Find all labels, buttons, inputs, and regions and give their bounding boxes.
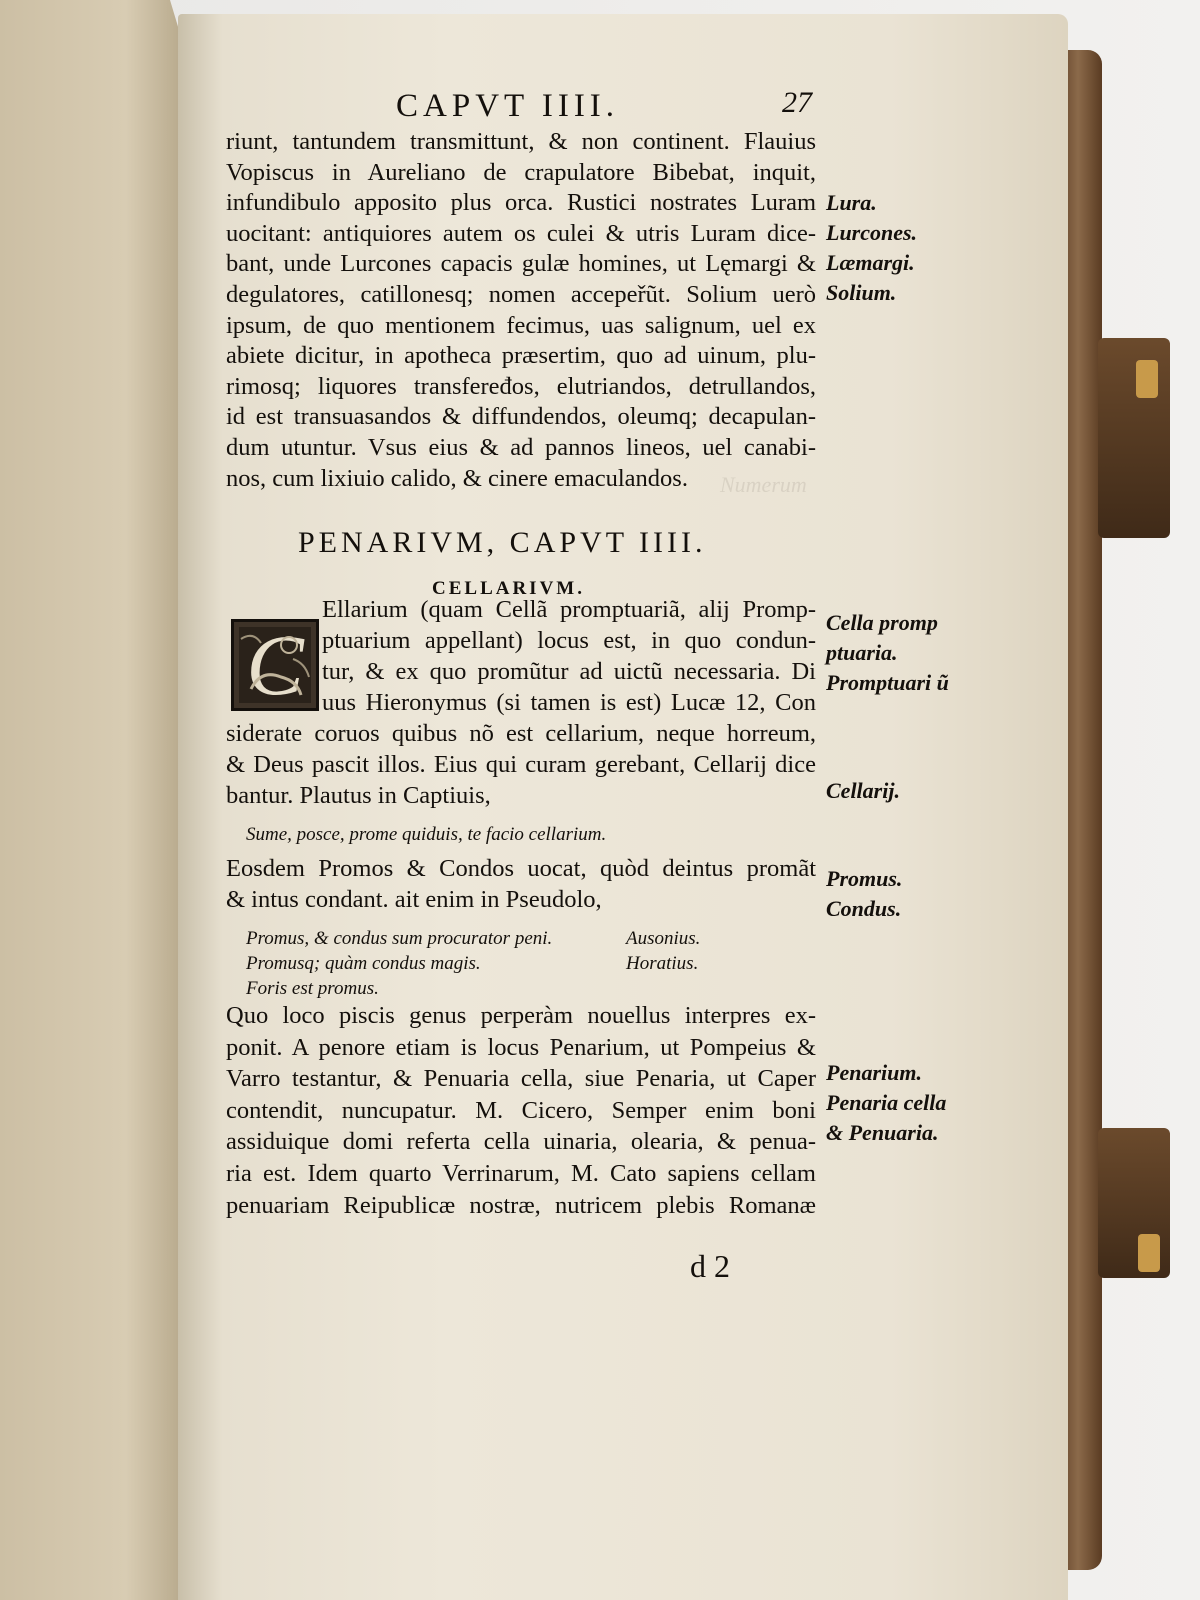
text-line: nos, cum lixiuio calido, & cinere emaculandos. [226, 464, 688, 492]
verse-line: Promusq; quàm condus magis. [246, 953, 481, 974]
chapter-heading: PENARIVM, CAPVT IIII. [298, 526, 707, 559]
clasp-pin-bottom [1138, 1234, 1160, 1272]
margin-note: Penarium. [826, 1060, 922, 1085]
verse-line: Promus, & condus sum procurator peni. [246, 928, 553, 949]
bleed-through-text: Numerum [720, 472, 807, 497]
text-line: bant, unde Lurcones capacis gulæ homines, ut Lęmargi & [226, 250, 816, 278]
clasp-pin-top [1136, 360, 1158, 398]
margin-note: Cella promp [826, 610, 938, 635]
text-line: ipsum, de quo mentionem fecimus, uas salignum, uel ex [226, 311, 816, 339]
text-line: riunt, tantundem transmittunt, & non continent. Flauius [226, 128, 816, 155]
text-line: tur, & ex quo promũtur ad uictũ necessaria. Di [322, 658, 816, 685]
signature-mark: d 2 [690, 1248, 730, 1284]
margin-note: Condus. [826, 896, 902, 921]
book-clasp-bottom [1098, 1128, 1170, 1278]
page-number: 27 [782, 86, 812, 119]
text-line: & Deus pascit illos. Eius qui curam gerebant, Cellarij dice [226, 751, 816, 778]
text-line: uus Hieronymus (si tamen is est) Lucæ 12, Con [322, 689, 816, 716]
text-line: rimosq; liquores transfeređos, elutriandos, detrullandos, [226, 372, 816, 400]
text-line: uocitant: antiquiores autem os culei & utris Luram dice- [226, 219, 816, 247]
verse-author: Ausonius. [626, 928, 701, 949]
decorated-initial: C [231, 619, 319, 711]
text-line: Eosdem Promos & Condos uocat, quòd deintus promãt [226, 855, 816, 882]
verse-author: Horatius. [626, 953, 699, 974]
margin-note: Lura. [826, 190, 877, 215]
text-line: contendit, nuncupatur. M. Cicero, Semper enim boni [226, 1096, 816, 1124]
margin-note: Solium. [826, 280, 897, 305]
margin-note: & Penuaria. [826, 1120, 939, 1145]
text-line: dum utuntur. Vsus eius & ad pannos lineos, uel canabi- [226, 434, 816, 461]
margin-note: ptuaria. [826, 640, 898, 665]
text-line: bantur. Plautus in Captiuis, [226, 782, 491, 809]
initial-ornament [231, 619, 319, 711]
verse-plautus: Sume, posce, prome quiduis, te facio cellarium. [246, 824, 607, 845]
margin-note: Lurcones. [826, 220, 918, 245]
text-line: Varro testantur, & Penuaria cella, siue Penaria, ut Caper [226, 1065, 816, 1093]
text-line: & intus condant. ait enim in Pseudolo, [226, 886, 602, 913]
book-fore-edge [1062, 50, 1102, 1570]
left-page [0, 0, 180, 1600]
text-line: degulatores, catillonesq; nomen accepeřũt. Solium uerò [226, 281, 816, 308]
text-line: infundibulo apposito plus orca. Rustici nostrates Luram [226, 189, 816, 217]
text-line: ptuarium appellant) locus est, in quo condun- [322, 627, 816, 654]
margin-note: Læmargi. [826, 250, 915, 275]
text-line: penuariam Reipublicæ nostræ, nutricem plebis Romanæ [226, 1191, 816, 1219]
sub-heading: CELLARIVM. [432, 578, 585, 599]
text-line: Quo loco piscis genus perperàm nouellus interpres ex- [226, 1002, 816, 1029]
text-line: assiduique domi referta cella uinaria, olearia, & penua- [226, 1128, 816, 1156]
verse-line: Foris est promus. [246, 978, 379, 999]
book-clasp-top [1098, 338, 1170, 538]
text-line: Vopiscus in Aureliano de crapulatore Bibebat, inquit, [226, 158, 816, 186]
margin-note: Promus. [826, 866, 903, 891]
text-line: ria est. Idem quarto Verrinarum, M. Cato sapiens cellam [226, 1160, 816, 1187]
margin-note: Promptuari ũ [826, 670, 949, 695]
text-line: Ellarium (quam Cellã promptuariã, alij Promp- [322, 596, 816, 623]
text-line: abiete dicitur, in apotheca præsertim, quo ad uinum, plu- [226, 342, 816, 370]
text-line: siderate coruos quibus nõ est cellarium, neque horreum, [226, 720, 816, 747]
text-line: ponit. A penore etiam is locus Penarium, ut Pompeius & [226, 1033, 816, 1061]
text-line: id est transuasandos & diffundendos, oleumq; decapulan- [226, 403, 816, 431]
margin-note: Penaria cella [826, 1090, 947, 1115]
running-head: CAPVT IIII. [396, 88, 620, 124]
margin-note: Cellarij. [826, 778, 900, 803]
